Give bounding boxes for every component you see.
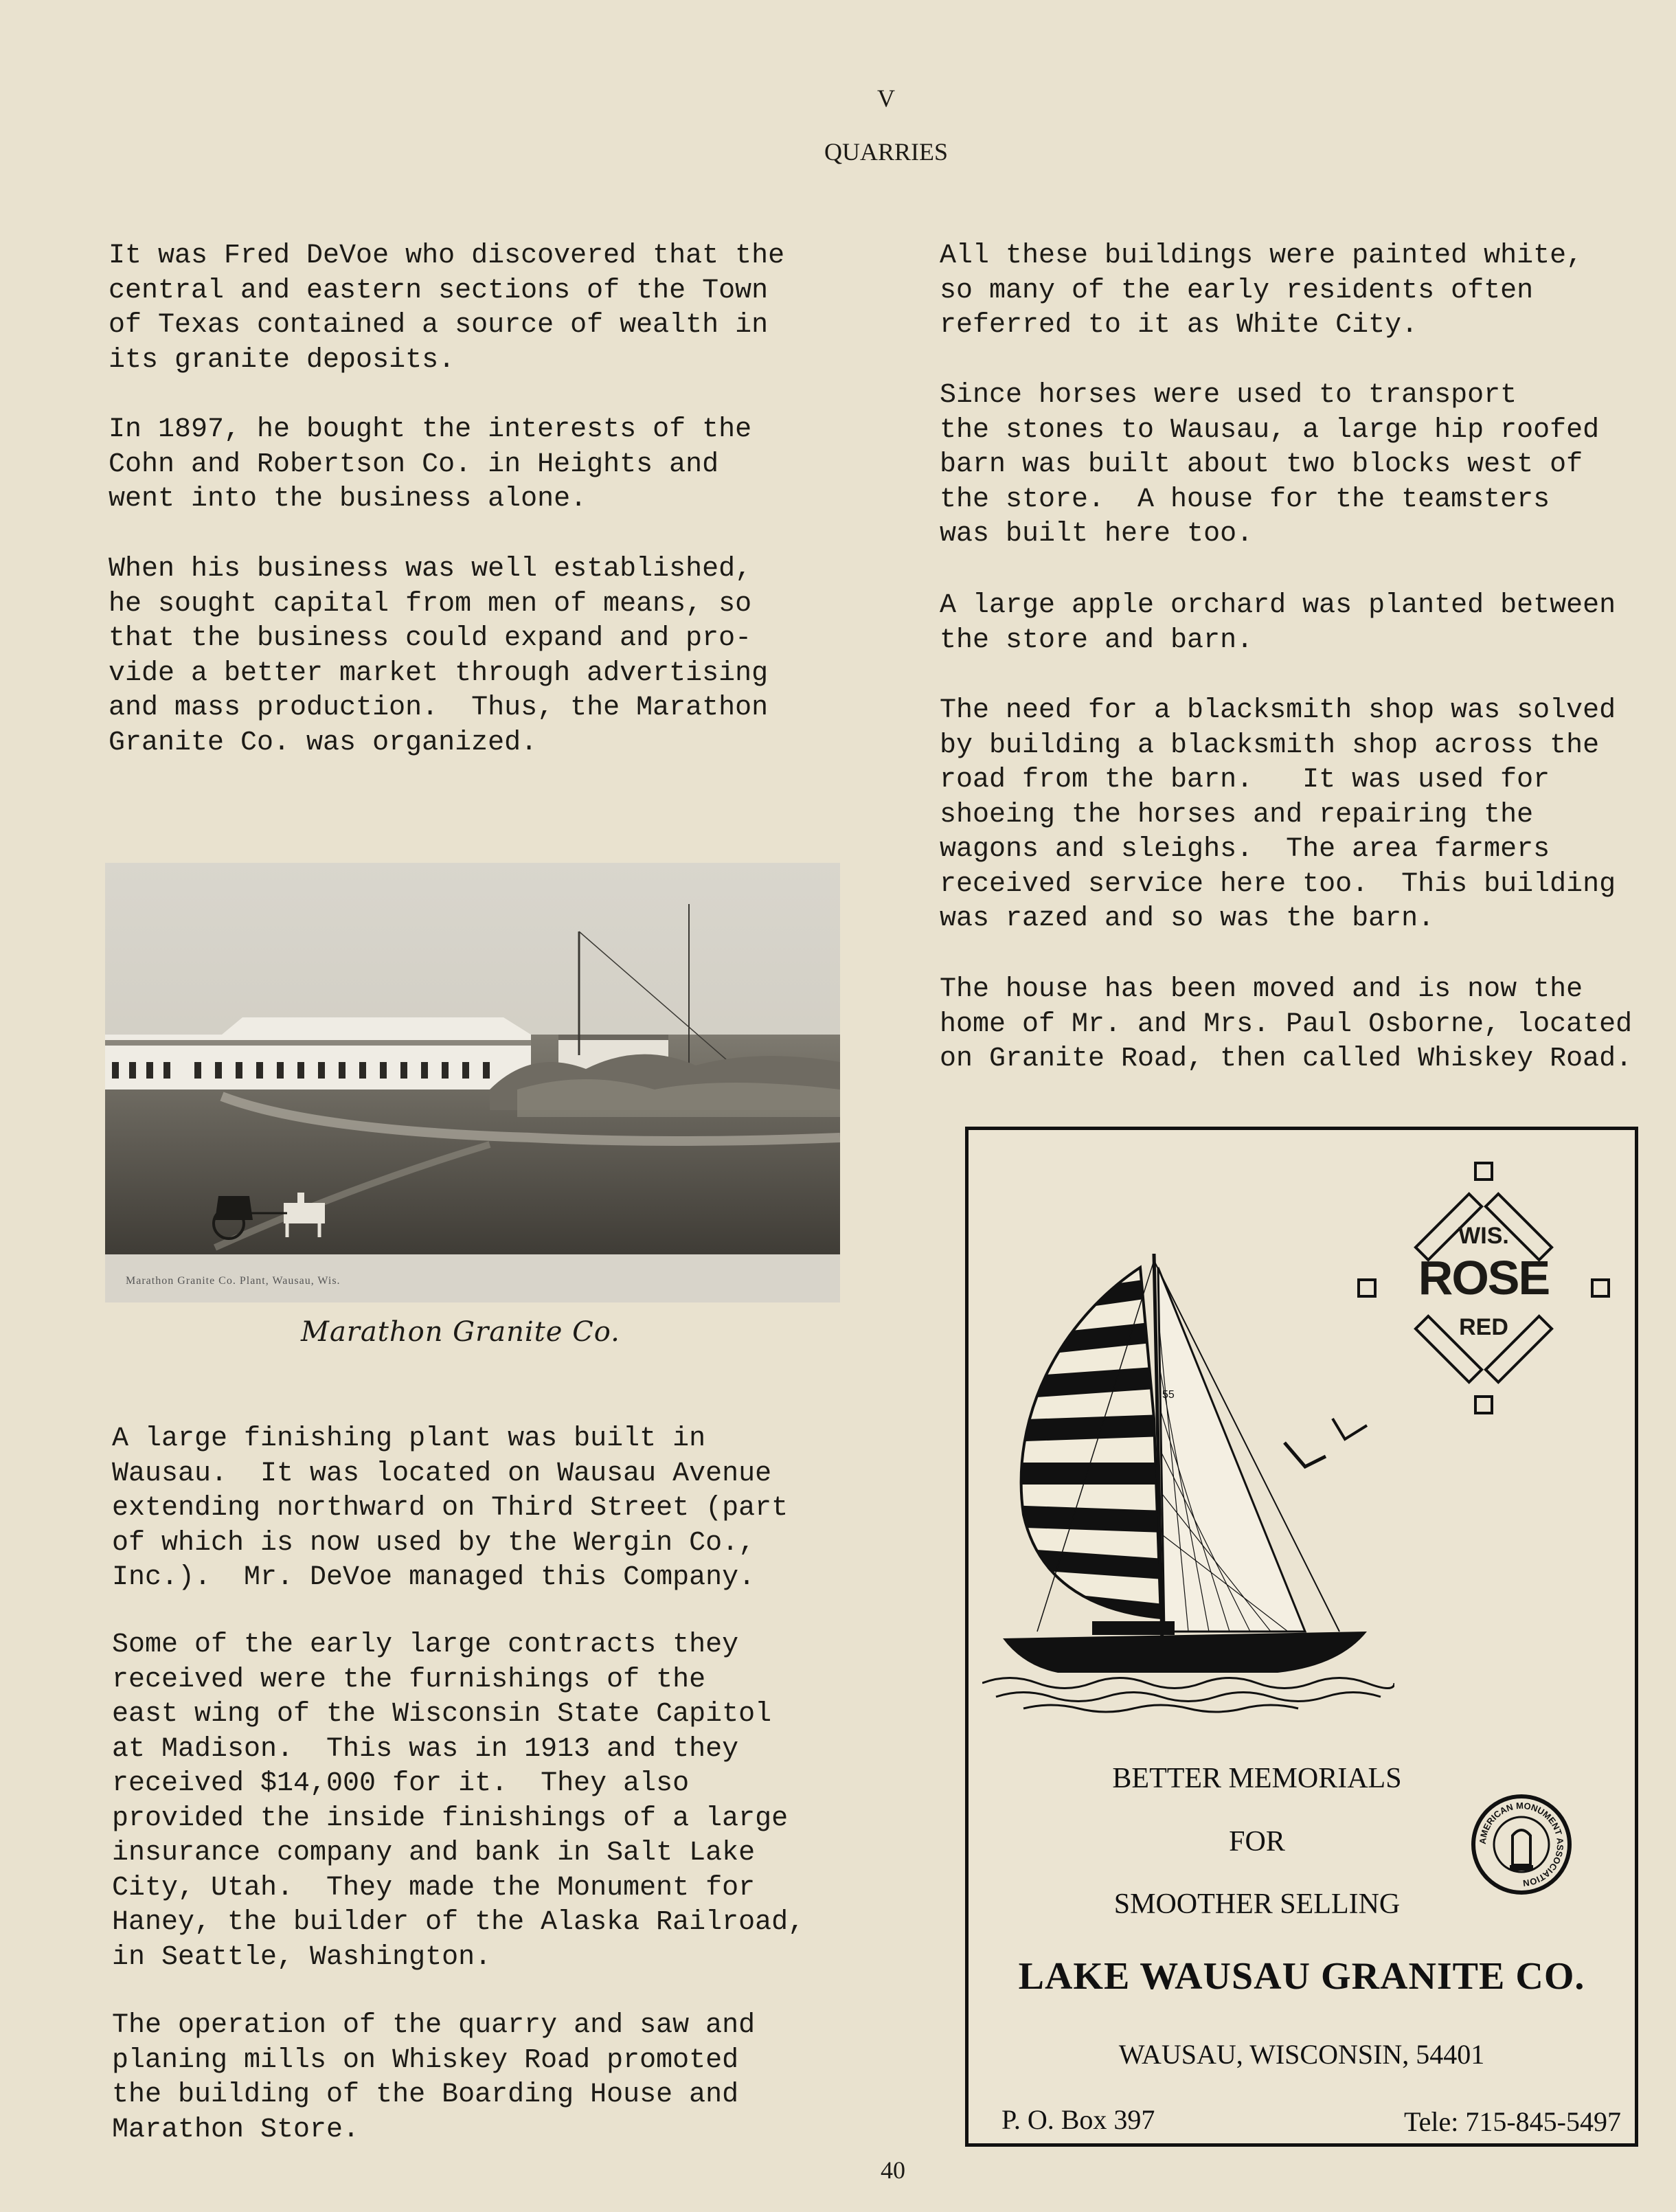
- section-numeral: V: [877, 84, 895, 112]
- left-paragraph-1: It was Fred DeVoe who discovered that the central and eastern sections of the Town of Texas contained a source of wealth in its granite deposits.: [109, 240, 785, 376]
- svg-text:AMERICAN MONUMENT ASSOCIATION: AMERICAN MONUMENT ASSOCIATION: [1477, 1800, 1566, 1889]
- logo-rose-text: ROSE: [1418, 1251, 1550, 1305]
- right-paragraph-2: Since horses were used to transport the stones to Wausau, a large hip roofed barn was built about two blocks west of the store. A house for the teamsters was built here too.: [940, 380, 1600, 550]
- left-paragraph-3: When his business was well established, he sought capital from men of means, so that the business could expand and pro- vide a better market through advertising and mass production. Thus, the Marathon Granite Co. was organized.: [109, 554, 769, 758]
- marathon-granite-photo: [105, 863, 840, 1302]
- right-paragraph-4: The need for a blacksmith shop was solved by building a blacksmith shop across the road from the barn. It was used for shoeing the horses and repairing the wagons and sleighs. The area farmers received service here too. This building was razed and so was the barn.: [940, 695, 1616, 934]
- page-number: 40: [881, 2156, 905, 2184]
- logo-red-text: RED: [1459, 1314, 1508, 1340]
- photo-caption: Marathon Granite Co.: [301, 1316, 620, 1348]
- logo-wis-text: WIS.: [1458, 1223, 1509, 1249]
- sailboat-illustration: [982, 1192, 1394, 1714]
- right-paragraph-5: The house has been moved and is now the home of Mr. and Mrs. Paul Osborne, located on Granite Road, then called Whiskey Road.: [940, 974, 1633, 1074]
- plant-photo-image: [105, 863, 840, 1302]
- ad-line-better-memorials: BETTER MEMORIALS: [1112, 1763, 1402, 1794]
- company-location: WAUSAU, WISCONSIN, 54401: [1118, 2039, 1485, 2070]
- ad-line-smoother-selling: SMOOTHER SELLING: [1113, 1888, 1401, 1920]
- company-name: LAKE WAUSAU GRANITE CO.: [1018, 1955, 1585, 1998]
- left-paragraph-5: Some of the early large contracts they received were the furnishings of the east wing of the Wisconsin State Capitol at Madison. This was in 1913 and they received $14,000 for it. They also provided the inside finishings of a large insurance company and bank in Salt Lake City, Utah. They made the Monument for Haney, the builder of the Alaska Railroad, in Seattle, Washington.: [112, 1629, 805, 1973]
- photo-inner-caption: Marathon Granite Co. Plant, Wausau, Wis.: [126, 1275, 341, 1287]
- ad-line-for: FOR: [1229, 1826, 1285, 1858]
- right-paragraph-3: A large apple orchard was planted between the store and barn.: [940, 590, 1616, 656]
- left-paragraph-2: In 1897, he bought the interests of the Cohn and Robertson Co. in Heights and went into the business alone.: [109, 414, 752, 515]
- advertisement-box: [965, 1127, 1638, 2147]
- page-title: QUARRIES: [824, 138, 949, 166]
- svg-text:55: 55: [1162, 1389, 1175, 1401]
- right-paragraph-1: All these buildings were painted white, so many of the early residents often referred to it as White City.: [940, 240, 1583, 341]
- monument-association-seal: [1470, 1793, 1573, 1896]
- left-paragraph-6: The operation of the quarry and saw and planing mills on Whiskey Road promoted the building of the Boarding House and Marathon Store.: [112, 2010, 756, 2145]
- left-paragraph-4: A large finishing plant was built in Wausau. It was located on Wausau Avenue extending northward on Third Street (part of which is now used by the Wergin Co., Inc.). Mr. DeVoe managed this Company.: [112, 1423, 789, 1593]
- phone-number: Tele: 715-845-5497: [1403, 2106, 1621, 2137]
- po-box: P. O. Box 397: [1001, 2104, 1155, 2135]
